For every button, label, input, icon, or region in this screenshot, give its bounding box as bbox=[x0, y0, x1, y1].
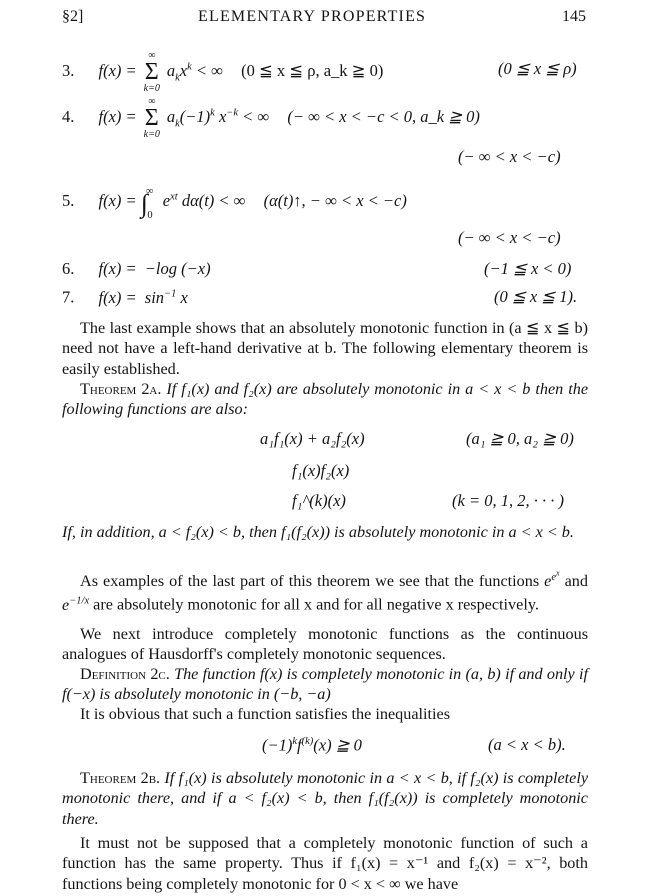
example-condition: (− ∞ < x < −c < 0, a_k ≧ 0) bbox=[287, 106, 480, 126]
paragraph-absolutely-monotonic-example: The last example shows that an absolutely monotonic function in (a ≦ x ≦ b) need not have a left-hand derivative at b. The following elementary theorem is easily established. bbox=[62, 319, 588, 378]
paragraph-counterexample: It must not be supposed that a completely monotonic function of such a function has the same property. Thus if f₁(x) = x⁻¹ and f₂(x) = x⁻², both functions being completely monotonic for 0 < x < ∞ we have bbox=[62, 834, 588, 893]
example-5-range: (− ∞ < x < −c) bbox=[458, 228, 561, 247]
example-rhs: $\sin^{-1} x$ bbox=[144, 287, 188, 307]
example-number: 4. bbox=[62, 106, 75, 126]
example-number: 6. bbox=[62, 259, 75, 278]
definition-statement: The function f(x) is completely monotonic in (a, b) if and only if f(−x) is absolutely monotonic in (−b, −a) bbox=[62, 665, 589, 704]
summation-symbol: ∞ Σ k=0 bbox=[143, 96, 160, 140]
example-rhs: $e^{xt}$ dα(t) < ∞ bbox=[162, 191, 246, 210]
function-e-e-x: $e^{e^x}$ bbox=[544, 568, 560, 590]
page-number: 145 bbox=[562, 8, 586, 25]
theorem-statement: If f₁(x) is absolutely monotonic in a < x < b, if f₂(x) is completely monotonic there, and if a < f₂(x) < b, then f₁(f₂(x)) is completely monotonic there. bbox=[62, 769, 589, 828]
example-6 bbox=[62, 260, 211, 279]
display-derivative: f₁^(k)(x) bbox=[292, 491, 346, 510]
function-e-minus-1-over-x: $e^{-1/x}$ bbox=[62, 595, 90, 614]
example-lhs: f(x) = bbox=[98, 60, 137, 80]
example-7-range: (0 ≦ x ≦ 1). bbox=[494, 287, 578, 306]
display-linear-combination-condition: (a₁ ≧ 0, a₂ ≧ 0) bbox=[466, 429, 574, 448]
examples-intro-text: As examples of the last part of this theorem we see that the functions bbox=[80, 571, 540, 590]
display-inequality-condition: (a < x < b). bbox=[488, 735, 566, 754]
paragraph-examples bbox=[62, 563, 588, 615]
example-lhs: f(x) = bbox=[98, 287, 137, 307]
examples-conclusion-text: are absolutely monotonic for all x and for all negative x respectively. bbox=[93, 595, 539, 614]
paragraph-completely-monotonic-intro: We next introduce completely monotonic functions as the continuous analogues of Hausdorff's completely monotonic sequences. bbox=[62, 625, 588, 664]
example-lhs: f(x) = bbox=[98, 191, 137, 210]
example-rhs: −log (−x) bbox=[144, 259, 211, 278]
display-derivative-condition: (k = 0, 1, 2, · · · ) bbox=[452, 491, 564, 510]
display-linear-combination: a₁f₁(x) + a₂f₂(x) bbox=[260, 429, 365, 448]
examples-and-text: and bbox=[564, 571, 588, 590]
example-lhs: f(x) = bbox=[98, 106, 137, 126]
summation-symbol: ∞ Σ k=0 bbox=[143, 50, 160, 94]
theorem-label: Theorem 2b. bbox=[80, 769, 161, 787]
paragraph-inequalities: It is obvious that such a function satisfies the inequalities bbox=[80, 705, 450, 723]
example-3 bbox=[62, 50, 384, 94]
theorem-2a-continuation: If, in addition, a < f₂(x) < b, then f₁(f₂(x)) is absolutely monotonic in a < x < b. bbox=[62, 523, 574, 541]
integral-symbol: ∫ bbox=[140, 189, 148, 218]
theorem-label: Theorem 2a. bbox=[80, 380, 162, 398]
example-3-range: (0 ≦ x ≦ ρ) bbox=[498, 59, 577, 78]
integral-lower-limit: 0 bbox=[147, 210, 153, 221]
example-rhs: $a_kx^k$ < ∞ bbox=[166, 60, 223, 84]
section-marker: §2] bbox=[62, 8, 84, 25]
example-number: 7. bbox=[62, 287, 75, 307]
example-number: 3. bbox=[62, 60, 75, 80]
integral-upper-limit: ∞ bbox=[145, 186, 154, 197]
display-product: f₁(x)f₂(x) bbox=[292, 461, 350, 480]
example-5 bbox=[62, 186, 407, 222]
definition-label: Definition 2c. bbox=[80, 665, 170, 683]
running-head-title: ELEMENTARY PROPERTIES bbox=[198, 8, 427, 25]
example-condition: (α(t)↑, − ∞ < x < −c) bbox=[263, 191, 407, 210]
example-4 bbox=[62, 96, 480, 140]
theorem-statement: If f₁(x) and f₂(x) are absolutely monotonic in a < x < b then the following functions are also: bbox=[62, 380, 588, 419]
example-condition: (0 ≦ x ≦ ρ, a_k ≧ 0) bbox=[241, 60, 384, 80]
example-6-range: (−1 ≦ x < 0) bbox=[484, 259, 572, 278]
example-lhs: f(x) = bbox=[98, 259, 137, 278]
display-inequality: $(-1)^kf^{(k)}(x)$ ≧ 0 bbox=[262, 735, 362, 755]
definition-2c bbox=[62, 664, 588, 705]
theorem-2a bbox=[62, 379, 588, 420]
example-4-range: (− ∞ < x < −c) bbox=[458, 147, 561, 166]
example-number: 5. bbox=[62, 191, 75, 210]
example-7 bbox=[62, 288, 188, 307]
theorem-2b bbox=[62, 768, 588, 829]
example-rhs: $a_k(-1)^k$ $x^{-k}$ < ∞ bbox=[166, 106, 270, 130]
